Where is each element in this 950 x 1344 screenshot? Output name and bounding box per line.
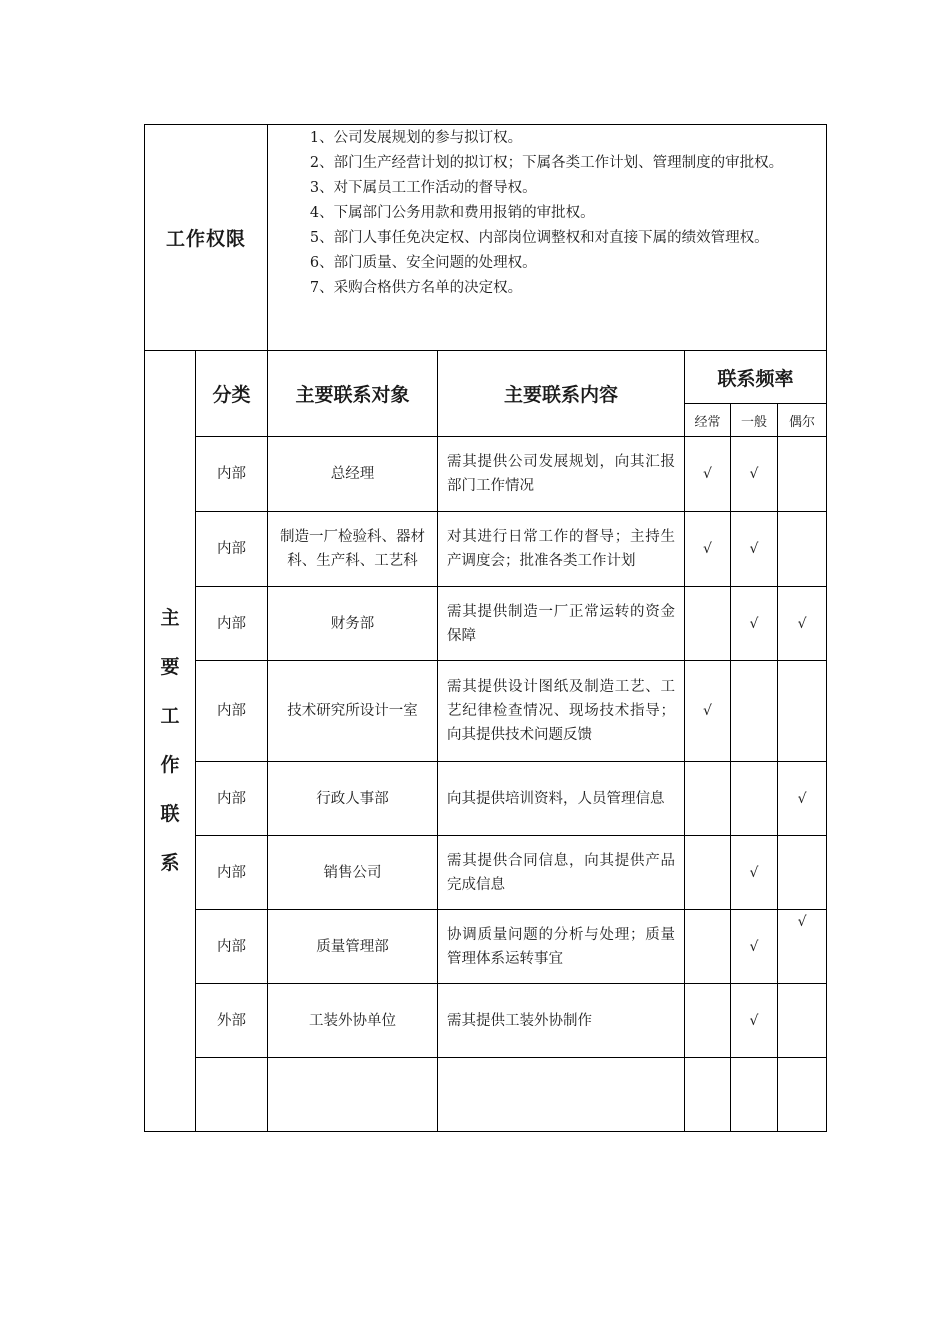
table-row (145, 836, 827, 910)
section-label-char: 主 (160, 607, 180, 629)
row-freq-occasional (778, 437, 827, 512)
section-label-char: 工 (160, 705, 180, 727)
row-target: 质量管理部 (268, 910, 438, 984)
row-category: 内部 (196, 910, 268, 984)
row-content: 需其提供制造一厂正常运转的资金保障 (438, 587, 685, 661)
row-freq-normal: √ (731, 587, 778, 661)
row-target: 技术研究所设计一室 (268, 661, 438, 762)
job-description-table (144, 124, 827, 1132)
table-row (145, 984, 827, 1058)
row-freq-occasional (778, 1058, 827, 1132)
authority-item: 5、部门人事任免决定权、内部岗位调整权和对直接下属的绩效管理权。 (309, 230, 769, 246)
row-freq-often (685, 836, 731, 910)
section-label-char: 作 (160, 754, 180, 776)
row-content: 向其提供培训资料，人员管理信息 (438, 762, 685, 836)
authority-label: 工作权限 (145, 125, 268, 351)
row-category: 内部 (196, 661, 268, 762)
row-freq-often (685, 762, 731, 836)
row-category: 内部 (196, 512, 268, 587)
row-content: 需其提供工装外协制作 (438, 984, 685, 1058)
section-label-char: 联 (160, 803, 180, 825)
row-freq-often: √ (685, 512, 731, 587)
row-category: 内部 (196, 762, 268, 836)
header-frequency: 联系频率 (685, 351, 827, 404)
row-freq-occasional (778, 661, 827, 762)
table-row (145, 762, 827, 836)
row-category: 外部 (196, 984, 268, 1058)
row-freq-normal: √ (731, 437, 778, 512)
header-content: 主要联系内容 (438, 351, 685, 437)
row-freq-often (685, 1058, 731, 1132)
row-freq-often: √ (685, 437, 731, 512)
authority-item: 3、对下属员工工作活动的督导权。 (309, 180, 537, 196)
authority-item: 4、下属部门公务用款和费用报销的审批权。 (309, 205, 595, 221)
row-freq-often (685, 587, 731, 661)
authority-row (145, 125, 827, 351)
row-target: 销售公司 (268, 836, 438, 910)
row-content: 对其进行日常工作的督导；主持生产调度会；批准各类工作计划 (438, 512, 685, 587)
row-target: 财务部 (268, 587, 438, 661)
authority-item: 1、公司发展规划的参与拟订权。 (309, 130, 523, 146)
row-content: 需其提供公司发展规划，向其汇报部门工作情况 (438, 437, 685, 512)
row-content: 协调质量问题的分析与处理；质量管理体系运转事宜 (438, 910, 685, 984)
contacts-header-row (145, 351, 827, 404)
authority-item: 2、部门生产经营计划的拟订权；下属各类工作计划、管理制度的审批权。 (309, 155, 784, 171)
header-freq-occasional: 偶尔 (778, 404, 827, 437)
header-category: 分类 (196, 351, 268, 437)
row-target: 行政人事部 (268, 762, 438, 836)
row-target: 总经理 (268, 437, 438, 512)
row-category (196, 1058, 268, 1132)
section-label-char: 要 (160, 656, 180, 678)
row-content: 需其提供合同信息，向其提供产品完成信息 (438, 836, 685, 910)
authority-list (268, 125, 827, 351)
table-row (145, 1058, 827, 1132)
row-freq-normal: √ (731, 910, 778, 984)
row-content (438, 1058, 685, 1132)
table-row (145, 661, 827, 762)
row-freq-occasional (778, 836, 827, 910)
row-freq-normal (731, 1058, 778, 1132)
row-freq-occasional: √ (778, 587, 827, 661)
row-freq-normal (731, 762, 778, 836)
row-freq-occasional (778, 512, 827, 587)
row-freq-normal (731, 661, 778, 762)
header-freq-normal: 一般 (731, 404, 778, 437)
row-freq-occasional: √ (778, 910, 827, 984)
row-content: 需其提供设计图纸及制造工艺、工艺纪律检查情况、现场技术指导；向其提供技术问题反馈 (438, 661, 685, 762)
table-row (145, 587, 827, 661)
row-freq-normal: √ (731, 512, 778, 587)
row-freq-often: √ (685, 661, 731, 762)
contacts-section-label (145, 351, 196, 1132)
table-row (145, 910, 827, 984)
row-freq-normal: √ (731, 984, 778, 1058)
row-freq-normal: √ (731, 836, 778, 910)
row-target (268, 1058, 438, 1132)
row-freq-often (685, 910, 731, 984)
row-freq-often (685, 984, 731, 1058)
authority-item: 7、采购合格供方名单的决定权。 (309, 280, 523, 296)
row-freq-occasional (778, 984, 827, 1058)
row-category: 内部 (196, 437, 268, 512)
row-category: 内部 (196, 836, 268, 910)
row-category: 内部 (196, 587, 268, 661)
header-freq-often: 经常 (685, 404, 731, 437)
row-target: 制造一厂检验科、器材科、生产科、工艺科 (268, 512, 438, 587)
header-target: 主要联系对象 (268, 351, 438, 437)
authority-item: 6、部门质量、安全问题的处理权。 (309, 255, 537, 271)
row-target: 工装外协单位 (268, 984, 438, 1058)
table-row (145, 437, 827, 512)
section-label-char: 系 (160, 852, 180, 874)
row-freq-occasional: √ (778, 762, 827, 836)
table-row (145, 512, 827, 587)
